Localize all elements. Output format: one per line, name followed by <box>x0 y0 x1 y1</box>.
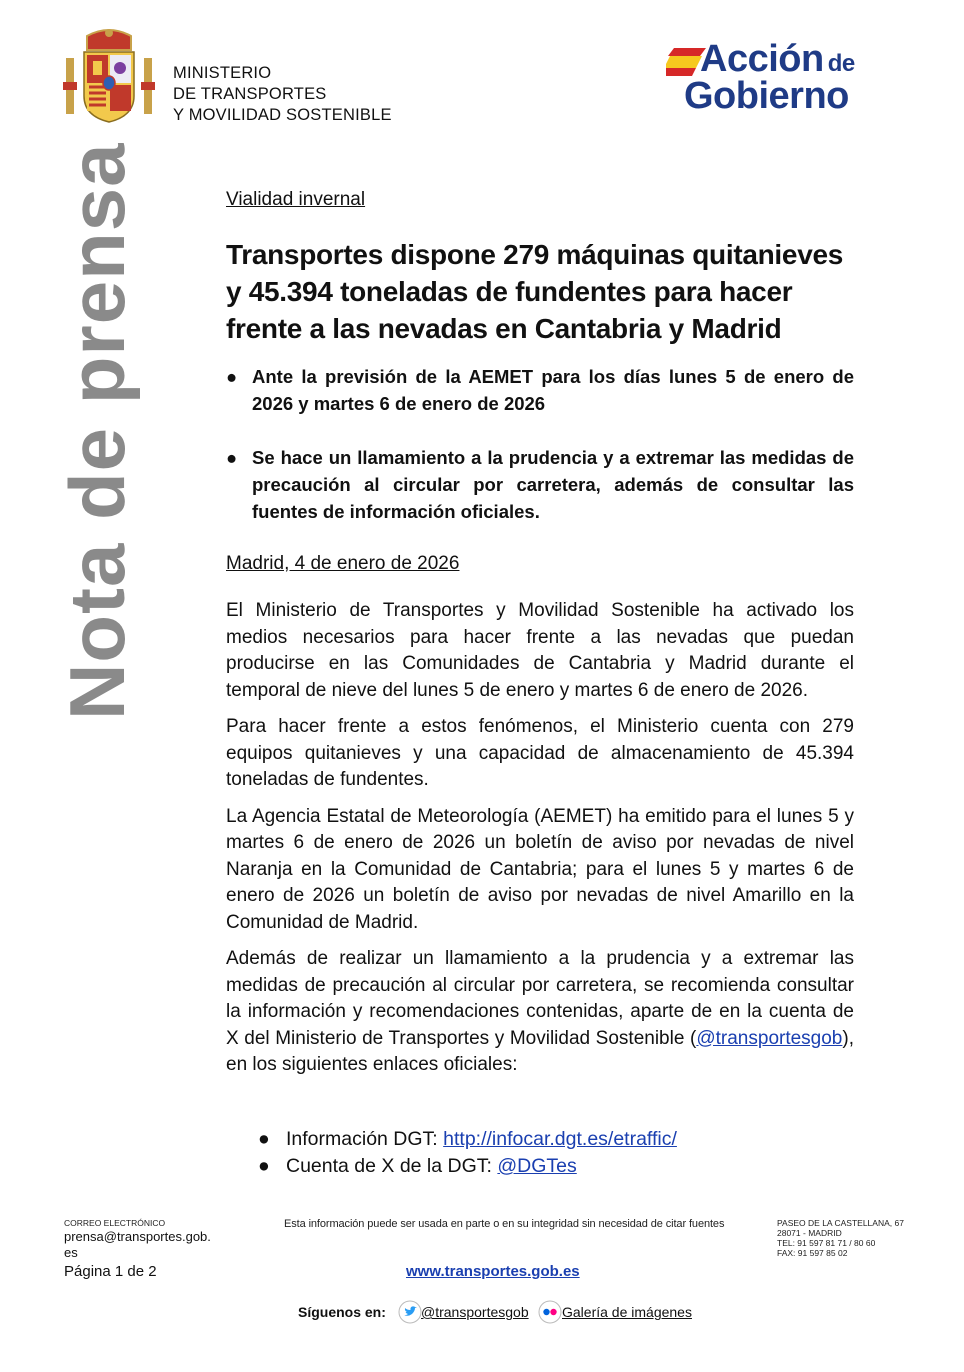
link-label: Información DGT: <box>286 1128 444 1150</box>
key-point-text: Se hace un llamamiento a la prudencia y a extremar las medidas de precaución al circular por carretera, además de consultar las fuentes de información oficiales. <box>252 447 854 522</box>
twitter-icon[interactable] <box>398 1300 422 1324</box>
coat-of-arms-logo <box>60 28 158 126</box>
section-title: Vialidad invernal <box>226 189 366 210</box>
brand-line2: Gobierno <box>684 75 849 117</box>
paragraph: Para hacer frente a estos fenómenos, el Ministerio cuenta con 279 equipos quitanieves y una capacidad de almacenamiento de 45.394 toneladas de fundentes. <box>226 716 854 790</box>
address-line: TEL: 91 597 81 71 / 80 60 <box>777 1238 876 1248</box>
dateline: Madrid, 4 de enero de 2026 <box>226 553 460 574</box>
website-link[interactable]: www.transportes.gob.es <box>406 1263 580 1280</box>
address-line: 28071 - MADRID <box>777 1228 842 1238</box>
follow-label: Síguenos en: <box>298 1304 386 1320</box>
bullet-icon: ● <box>226 447 238 468</box>
dgt-infocar-link[interactable]: http://infocar.dgt.es/etraffic/ <box>443 1128 677 1150</box>
twitter-link[interactable]: @transportesgob <box>421 1304 529 1320</box>
gallery-link[interactable]: Galería de imágenes <box>562 1304 692 1320</box>
link-item <box>258 1153 677 1180</box>
side-label: Nota de prensa <box>53 142 141 720</box>
bullet-icon: ● <box>226 366 238 387</box>
email-label: CORREO ELECTRÓNICO <box>64 1218 166 1228</box>
key-point <box>226 444 854 525</box>
flickr-icon[interactable] <box>538 1300 562 1324</box>
ministry-line: DE TRANSPORTES <box>173 85 327 103</box>
dgtes-link[interactable]: @DGTes <box>497 1155 577 1177</box>
article <box>226 186 854 1089</box>
email-address[interactable]: prensa@transportes.gob.es <box>64 1229 211 1260</box>
address <box>777 1218 905 1258</box>
link-label: Cuenta de X de la DGT: <box>286 1155 498 1177</box>
address-line: FAX: 91 597 85 02 <box>777 1248 848 1258</box>
usage-note: Esta información puede ser usada en parte o en su integridad sin necesidad de citar fuentes <box>284 1218 725 1230</box>
brand-line1: Acción <box>700 38 824 80</box>
paragraph <box>226 946 854 1079</box>
headline: Transportes dispone 279 máquinas quitanieves y 45.394 toneladas de fundentes para hacer frente a las nevadas en Cantabria y Madrid <box>226 239 844 344</box>
brand-de: de <box>827 50 855 77</box>
paragraph: La Agencia Estatal de Meteorología (AEMET) ha emitido para el lunes 5 y martes 6 de enero de 2026 un boletín de aviso por nevadas de nivel Naranja en la Comunidad de Cantabria; para el lunes 5 y martes 6 de enero de 2026 un boletín de aviso por nevadas de nivel Amarillo en la Comunidad de Madrid. <box>226 805 854 933</box>
ministry-line: MINISTERIO <box>173 64 272 82</box>
ministry-name <box>173 63 392 126</box>
bullet-icon: ● <box>258 1128 270 1150</box>
page-number: Página 1 de 2 <box>64 1263 157 1280</box>
ministry-line: Y MOVILIDAD SOSTENIBLE <box>173 106 392 124</box>
paragraph: El Ministerio de Transportes y Movilidad Sostenible ha activado los medios necesarios para hacer frente a las nevadas que puedan producirse en las Comunidades de Cantabria y Madrid durante el temporal de nieve del lunes 5 de enero y martes 6 de enero de 2026. <box>226 600 854 701</box>
key-points <box>226 363 854 525</box>
paragraph-text: ), en los siguientes enlaces oficiales: <box>226 1027 854 1075</box>
key-point-text: Ante la previsión de la AEMET para los días lunes 5 de enero de 2026 y martes 6 de enero de 2026 <box>252 366 854 414</box>
transportesgob-link[interactable]: @transportesgob <box>696 1027 843 1049</box>
key-point <box>226 363 854 417</box>
bullet-icon: ● <box>258 1155 270 1177</box>
official-links <box>258 1126 677 1180</box>
link-item <box>258 1126 677 1153</box>
address-line: PASEO DE LA CASTELLANA, 67 <box>777 1218 904 1228</box>
paragraph-text: Además de realizar un llamamiento a la prudencia y a extremar las medidas de precaución al circular por carretera, se recomienda consultar la información y recomendaciones contenidas, aparte de en la cuenta de X del Ministerio de Transportes y Movilidad Sostenible ( <box>226 948 854 1049</box>
